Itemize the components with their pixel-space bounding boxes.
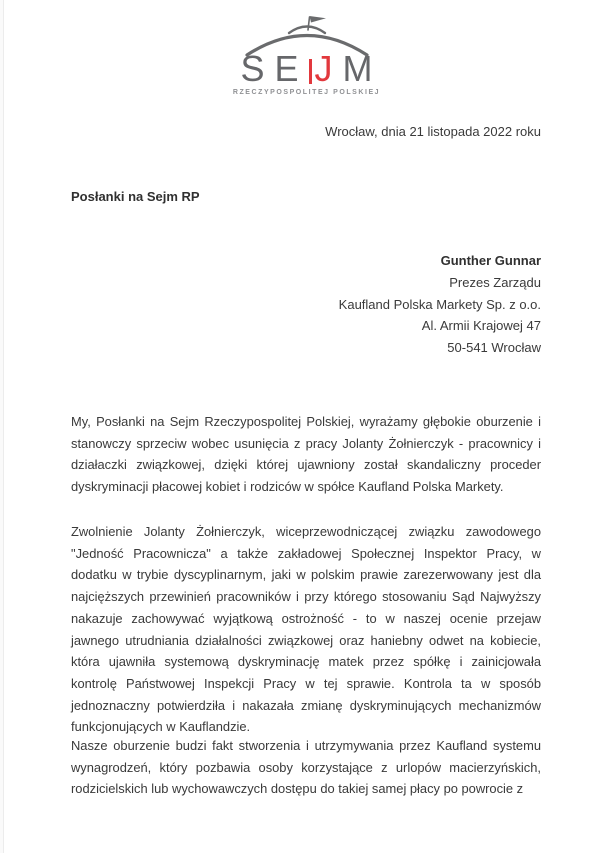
sejm-logo xyxy=(227,12,387,96)
body-paragraph-1: My, Posłanki na Sejm Rzeczypospolitej Polskiej, wyrażamy głębokie oburzenie i stanowczy sprzeciw wobec usunięcia z pracy Jolanty Żołnierczyk - pracownicy i działaczki związkowej, dzięki której ujawniony został skandaliczny proceder dyskryminacji płacowej kobiet i rodziców w spółce Kaufland Polska Markety. xyxy=(71,414,541,495)
recipient-company: Kaufland Polska Markety Sp. z o.o. xyxy=(338,296,541,312)
body-paragraph-2: Zwolnienie Jolanty Żołnierczyk, wiceprzewodniczącej związku zawodowego "Jedność Pracownicza" a także zakładowej Społecznej Inspektor Pracy, w dodatku w trybie dyscyplinarnym, jaki w polskim prawie zarezerwowany jest dla najcięższych przewinień pracowników i przy którego stosowaniu Sąd Najwyższy nakazuje zachowywać wyjątkową ostrożność - to w naszej ocenie przejaw jawnego utrudniania działalności związkowej oraz haniebny odwet na kobiecie, która ujawniła systemową dyskryminację matek przez spółkę i zainicjowała kontrolę Państwowej Inspekcji Pracy w tej sprawie. Kontrola ta w sposób jednoznaczny potwierdziła i nakazała zmianę dyskryminujących mechanizmów funkcjonujących w Kauflandzie. xyxy=(71,524,541,735)
logo-letter-j: J xyxy=(314,48,333,89)
logo-red-bar xyxy=(309,59,312,84)
recipient-name: Gunther Gunnar xyxy=(440,253,541,268)
sejm-logo-wordmark xyxy=(240,48,373,89)
sender-heading: Posłanki na Sejm RP xyxy=(71,189,200,204)
recipient-city: 50-541 Wrocław xyxy=(447,340,541,356)
recipient-block xyxy=(339,250,541,359)
recipient-street: Al. Armii Krajowej 47 xyxy=(421,318,541,334)
recipient-title: Prezes Zarządu xyxy=(449,274,541,290)
logo-letter-s: S xyxy=(240,48,265,89)
date-line: Wrocław, dnia 21 listopada 2022 roku xyxy=(325,124,541,139)
logo-subtitle: RZECZYPOSPOLITEJ POLSKIEJ xyxy=(232,89,381,96)
logo-letter-j-group xyxy=(309,48,333,89)
body-paragraph-3: Nasze oburzenie budzi fakt stworzenia i utrzymywania przez Kaufland systemu wynagrodzeń, który pozbawia osoby korzystające z urlopów macierzyńskich, rodzicielskich lub wychowawczych dostępu do takiej samej płacy po powrocie z xyxy=(71,738,541,797)
logo-letter-m: M xyxy=(342,48,373,89)
page-edge-divider xyxy=(0,0,4,853)
logo-letter-e: E xyxy=(274,48,299,89)
